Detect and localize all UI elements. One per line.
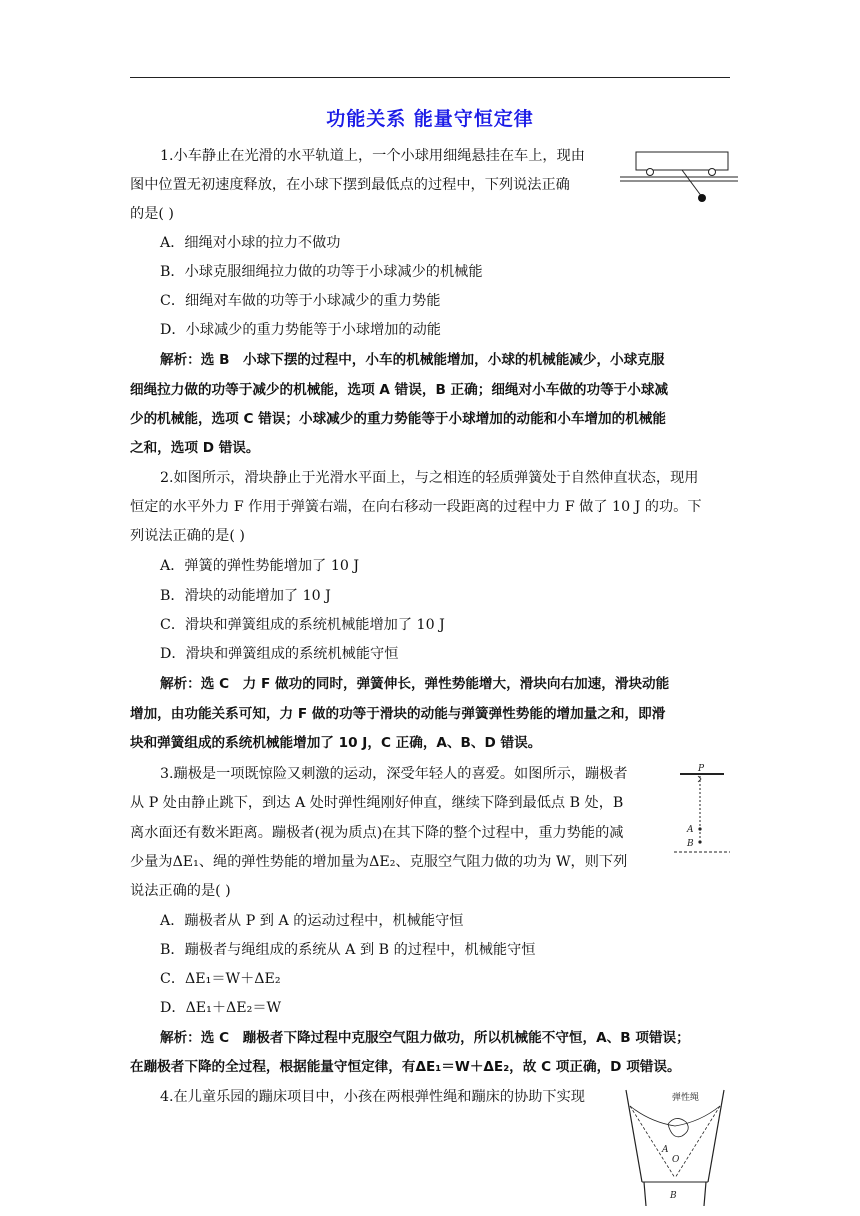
q3-line-2: 从 P 处由静止跳下，到达 A 处时弹性绳刚好伸直，继续下降到最低点 B 处，B [130, 795, 624, 811]
q3-option-d: D．ΔE₁＋ΔE₂＝W [160, 1000, 282, 1016]
q2-line-1: 2.如图所示，滑块静止于光滑水平面上，与之相连的轻质弹簧处于自然伸直状态，现用 [160, 470, 699, 486]
q1-line-2: 图中位置无初速度释放，在小球下摆到最低点的过程中，下列说法正确 [130, 177, 570, 193]
trampoline-label-a: A [662, 1145, 669, 1155]
q3-option-a: A．蹦极者从 P 到 A 的运动过程中，机械能守恒 [160, 913, 464, 929]
q1-line-1: 1.小车静止在光滑的水平轨道上，一个小球用细绳悬挂在车上，现由 [160, 148, 585, 164]
q3-solution-line-1: 解析：选 C 蹦极者下降过程中克服空气阻力做功，所以机械能不守恒，A、B 项错误； [160, 1030, 690, 1046]
bungee-label-b: B [687, 839, 694, 849]
q1-option-a: A．细绳对小球的拉力不做功 [160, 235, 341, 251]
q1-solution-line-3: 少的机械能，选项 C 错误；小球减少的重力势能等于小球增加的动能和小车增加的机械能 [130, 411, 667, 427]
header-rule [130, 77, 730, 78]
q1-solution-line-1: 解析：选 B 小球下摆的过程中，小车的机械能增加，小球的机械能减少，小球克服 [160, 352, 665, 368]
q2-solution-line-1: 解析：选 C 力 F 做功的同时，弹簧伸长，弹性势能增大，滑块向右加速，滑块动能 [160, 676, 670, 692]
q1-solution-line-4: 之和，选项 D 错误。 [130, 440, 260, 456]
q2-option-d: D．滑块和弹簧组成的系统机械能守恒 [160, 646, 399, 662]
trampoline-label-o: O [672, 1155, 680, 1165]
q3-solution-line-2: 在蹦极者下降的全过程，根据能量守恒定律，有ΔE₁＝W＋ΔE₂，故 C 项正确，D 项错误。 [130, 1059, 681, 1075]
q2-line-3: 列说法正确的是( ) [130, 528, 245, 544]
q1-option-c: C．细绳对车做的功等于小球减少的重力势能 [160, 293, 441, 309]
q2-line-2: 恒定的水平外力 F 作用于弹簧右端，在向右移动一段距离的过程中力 F 做了 10 J 的功。下 [130, 499, 702, 515]
bungee-figure [672, 760, 732, 860]
trampoline-label-b: B [670, 1191, 677, 1201]
trampoline-label-rope: 弹性绳 [672, 1093, 700, 1103]
q2-solution-line-2: 增加，由功能关系可知，力 F 做的功等于滑块的动能与弹簧弹性势能的增加量之和，即滑 [130, 706, 666, 722]
q3-line-1: 3.蹦极是一项既惊险又刺激的运动，深受年轻人的喜爱。如图所示，蹦极者 [160, 766, 628, 782]
q3-option-c: C．ΔE₁＝W＋ΔE₂ [160, 971, 281, 987]
bungee-label-a: A [687, 825, 694, 835]
q1-line-3: 的是( ) [130, 206, 174, 222]
q3-option-b: B．蹦极者与绳组成的系统从 A 到 B 的过程中，机械能守恒 [160, 942, 536, 958]
q2-option-a: A．弹簧的弹性势能增加了 10 J [160, 558, 360, 574]
q2-option-b: B．滑块的动能增加了 10 J [160, 588, 331, 604]
q1-option-d: D．小球减少的重力势能等于小球增加的动能 [160, 322, 441, 338]
trampoline-figure [620, 1086, 730, 1208]
cart-pendulum-figure [620, 150, 740, 206]
page-title: 功能关系 能量守恒定律 [326, 108, 534, 130]
q4-line-1: 4.在儿童乐园的蹦床项目中，小孩在两根弹性绳和蹦床的协助下实现 [160, 1089, 585, 1105]
q1-option-b: B．小球克服细绳拉力做的功等于小球减少的机械能 [160, 264, 483, 280]
q2-option-c: C．滑块和弹簧组成的系统机械能增加了 10 J [160, 617, 445, 633]
q1-solution-line-2: 细绳拉力做的功等于减少的机械能，选项 A 错误，B 正确；细绳对小车做的功等于小球减 [130, 382, 669, 398]
bungee-label-p: P [698, 764, 705, 774]
q3-line-4: 少量为ΔE₁、绳的弹性势能的增加量为ΔE₂、克服空气阻力做的功为 W，则下列 [130, 854, 628, 870]
q2-solution-line-3: 块和弹簧组成的系统机械能增加了 10 J，C 正确，A、B、D 错误。 [130, 735, 542, 751]
q3-line-5: 说法正确的是( ) [130, 883, 231, 899]
q3-line-3: 离水面还有数米距离。蹦极者(视为质点)在其下降的整个过程中，重力势能的减 [130, 825, 624, 841]
